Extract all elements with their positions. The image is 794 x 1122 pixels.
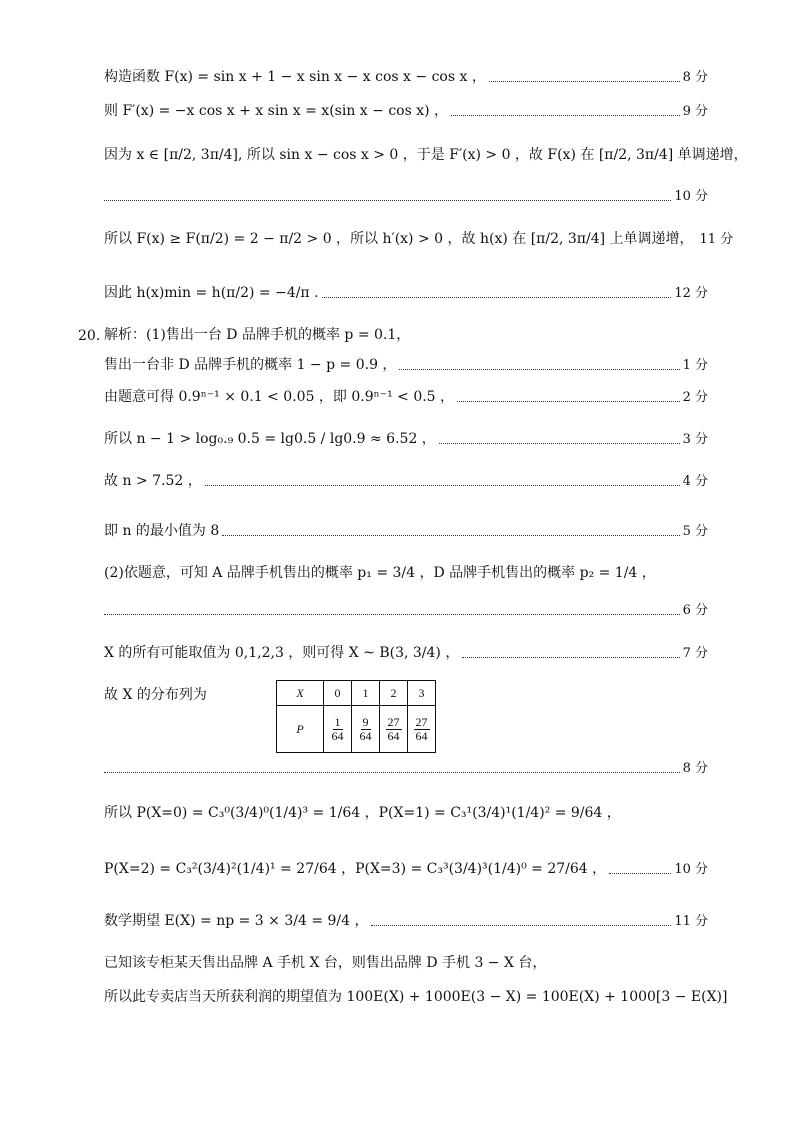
q20-line-15-text: 所以此专卖店当天所获利润的期望值为 100E(X) + 1000E(3 − X) = 100E(X) + 1000[3 − E(X)]: [104, 989, 728, 1005]
prob-cell: [352, 706, 380, 753]
q20-line-14: [104, 956, 708, 970]
q19-line-1: [104, 70, 708, 84]
score-2: 2 分: [682, 389, 708, 405]
prob-denominator: 64: [387, 728, 400, 743]
q20-line-5: [104, 474, 708, 488]
q19-line-5: [104, 286, 708, 300]
prob-numerator: 9: [362, 714, 369, 729]
prob-cell: [408, 706, 436, 753]
leader-dots: [399, 369, 679, 370]
q19-line-3: [104, 147, 748, 163]
prob-numerator: 1: [334, 714, 341, 729]
table-label: 故 X 的分布列为: [104, 687, 207, 703]
q20-line-6: [104, 524, 708, 538]
q20-line-1: [104, 328, 708, 342]
q19-line-3b: [104, 190, 708, 203]
prob-denominator: 64: [415, 728, 428, 743]
q20-line-15: [104, 989, 728, 1005]
leader-dots: [222, 535, 679, 536]
leader-dots: [104, 772, 680, 773]
score-3: 3 分: [682, 431, 708, 447]
score-4: 4 分: [682, 473, 708, 489]
header-cell: 2: [380, 681, 408, 706]
question-number: 20.: [78, 328, 101, 344]
score-7: 7 分: [682, 645, 708, 661]
leader-dots: [205, 485, 680, 486]
score-8b: 8 分: [682, 761, 708, 776]
q19-line-4: [104, 231, 734, 247]
prob-denominator: 64: [331, 728, 344, 743]
q20-line-8: [104, 604, 708, 617]
q20-line-4-text: 所以 n − 1 > log₀.₉ 0.5 = lg0.5 / lg0.9 ≈ 6.52 ，: [104, 431, 436, 447]
score-8: 8 分: [682, 69, 708, 85]
q20-line-11: [104, 806, 708, 820]
q20-line-6-text: 即 n 的最小值为 8: [104, 523, 220, 539]
prob-cell: [324, 706, 352, 753]
leader-dots: [322, 297, 672, 298]
q20-line-12: [104, 862, 708, 876]
row-label: P: [277, 706, 324, 753]
header-cell: 1: [352, 681, 380, 706]
q20-line-3: [104, 390, 708, 404]
header-cell: X: [277, 681, 324, 706]
leader-dots: [104, 200, 671, 201]
leader-dots: [489, 81, 680, 82]
prob-cell: [380, 706, 408, 753]
leader-dots: [104, 614, 680, 615]
q20-line-9: [104, 646, 708, 660]
score-9: 9 分: [682, 103, 708, 119]
score-11: 11 分: [699, 231, 734, 247]
leader-dots: [371, 925, 671, 926]
q20-line-1-text: 解析：(1)售出一台 D 品牌手机的概率 p = 0.1，: [104, 327, 411, 343]
q19-line-2: [104, 104, 708, 118]
header-cell: 3: [408, 681, 436, 706]
table-header-row: [277, 681, 436, 706]
prob-numerator: 27: [387, 714, 400, 729]
score-5: 5 分: [682, 523, 708, 539]
prob-numerator: 27: [415, 714, 428, 729]
score-10b: 10 分: [674, 861, 708, 877]
q19-line-4-text: 所以 F(x) ≥ F(π/2) = 2 − π/2 > 0 ，所以 h′(x) > 0 ，故 h(x) 在 [π/2, 3π/4] 上单调递增，: [104, 231, 694, 247]
q20-line-14-text: 已知该专柜某天售出品牌 A 手机 X 台，则售出品牌 D 手机 3 − X 台，: [104, 955, 547, 971]
q20-line-7: [104, 566, 708, 580]
score-10: 10 分: [674, 189, 708, 204]
q20-line-12-text: P(X=2) = C₃²(3/4)²(1/4)¹ = 27/64 ，P(X=3) = C₃³(3/4)³(1/4)⁰ = 27/64 ，: [104, 861, 607, 877]
header-cell: 0: [324, 681, 352, 706]
score-1: 1 分: [682, 357, 708, 373]
q20-line-7-text: (2)依题意，可知 A 品牌手机售出的概率 p₁ = 3/4 ，D 品牌手机售出的概率 p₂ = 1/4 ，: [104, 565, 656, 581]
q20-line-11-text: 所以 P(X=0) = C₃⁰(3/4)⁰(1/4)³ = 1/64 ，P(X=1) = C₃¹(3/4)¹(1/4)² = 9/64 ，: [104, 805, 621, 821]
score-6: 6 分: [682, 603, 708, 618]
table-row: [277, 706, 436, 753]
q20-line-5-text: 故 n > 7.52 ，: [104, 473, 202, 489]
q20-line-2: [104, 358, 708, 372]
q19-line-1-text: 构造函数 F(x) = sin x + 1 − x sin x − x cos x − cos x ，: [104, 69, 486, 85]
prob-denominator: 64: [359, 728, 372, 743]
distribution-table: [276, 680, 436, 753]
q19-line-3-text: 因为 x ∈ [π/2, 3π/4], 所以 sin x − cos x > 0 ，于是 F′(x) > 0 ，故 F(x) 在 [π/2, 3π/4] 单调递增，: [104, 147, 748, 163]
score-12: 12 分: [674, 285, 708, 301]
q20-line-9-text: X 的所有可能取值为 0,1,2,3 ，则可得 X ~ B(3, 3/4) ，: [104, 645, 460, 661]
leader-dots: [451, 115, 680, 116]
q20-line-2-text: 售出一台非 D 品牌手机的概率 1 − p = 0.9 ，: [104, 357, 397, 373]
leader-dots: [609, 873, 671, 874]
q20-line-13-text: 数学期望 E(X) = np = 3 × 3/4 = 9/4 ，: [104, 913, 369, 929]
leader-dots: [462, 657, 679, 658]
q20-line-4: [104, 432, 708, 446]
score-11b: 11 分: [674, 913, 708, 929]
q20-line-13: [104, 914, 708, 928]
leader-dots: [457, 401, 680, 402]
q19-line-5-text: 因此 h(x)min = h(π/2) = −4/π .: [104, 285, 319, 301]
leader-dots: [439, 443, 680, 444]
q19-line-2-text: 则 F′(x) = −x cos x + x sin x = x(sin x − cos x) ，: [104, 103, 449, 119]
q20-line-10: [104, 762, 708, 775]
q20-line-3-text: 由题意可得 0.9ⁿ⁻¹ × 0.1 < 0.05 ，即 0.9ⁿ⁻¹ < 0.5 ，: [104, 389, 455, 405]
